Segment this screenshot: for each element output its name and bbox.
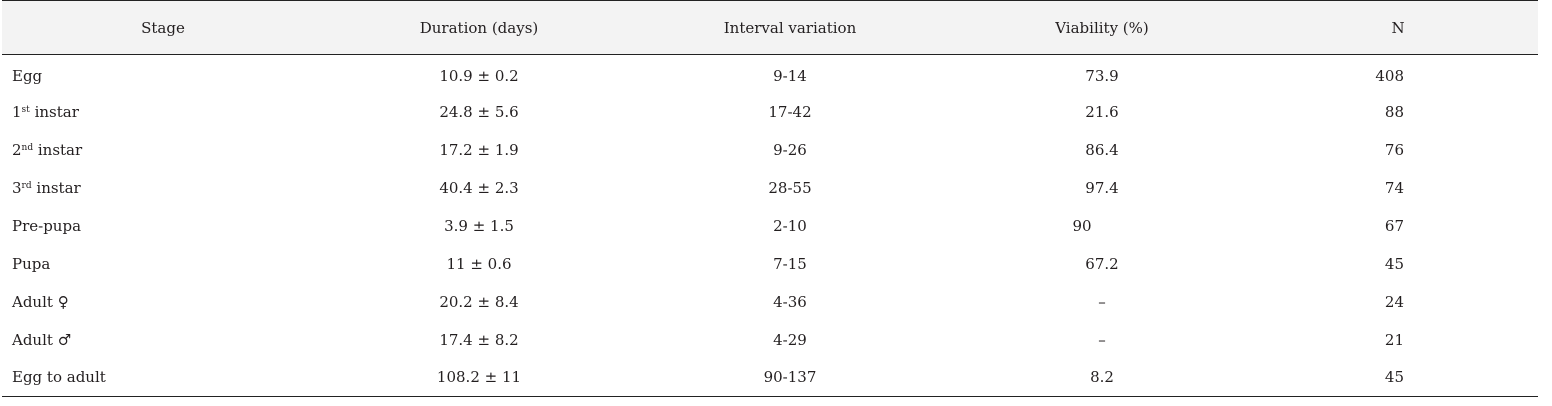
table-row [2, 93, 1538, 131]
stage-ordinal-suffix: st [21, 104, 30, 115]
header-duration: Duration (days) [324, 1, 634, 55]
cell-viability: 90 [1072, 216, 1092, 235]
cell-interval: 90-137 [634, 359, 946, 397]
cell-duration: 3.9 ± 1.5 [444, 216, 514, 235]
cell-interval: 9-26 [773, 140, 807, 159]
cell-duration: 108.2 ± 11 [324, 359, 634, 397]
cell-interval: 7-15 [773, 254, 807, 273]
table-row [2, 55, 1538, 93]
cell-stage [2, 321, 324, 359]
cell-stage [2, 55, 324, 93]
header-row [2, 1, 1538, 55]
cell-viability: 97.4 [1085, 178, 1119, 197]
cell-stage [2, 283, 324, 321]
cell-stage [2, 207, 324, 245]
cell-duration: 17.4 ± 8.2 [439, 330, 519, 349]
cell-interval: 17-42 [768, 102, 812, 121]
cell-stage [2, 169, 324, 207]
cell-duration: 10.9 ± 0.2 [439, 66, 519, 85]
cell-interval: 2-10 [773, 216, 807, 235]
cell-duration: 17.2 ± 1.9 [439, 140, 519, 159]
stage-ordinal-suffix: rd [21, 180, 32, 191]
cell-stage [2, 245, 324, 283]
cell-viability: 73.9 [1085, 66, 1119, 85]
stage-text: Pupa [12, 254, 51, 273]
stage-text: Adult ♂ [12, 330, 72, 349]
stage-suffix-text: instar [33, 140, 83, 159]
table-row [2, 283, 1538, 321]
cell-viability: 67.2 [1085, 254, 1119, 273]
cell-n: 408 [1375, 66, 1404, 85]
table-row [2, 321, 1538, 359]
cell-viability: – [1098, 330, 1106, 349]
stage-text: Pre-pupa [12, 216, 82, 235]
stage-text: Egg to adult [12, 368, 106, 387]
stage-text: Adult ♀ [12, 292, 69, 311]
stage-suffix-text: instar [31, 178, 81, 197]
cell-interval: 4-36 [773, 292, 807, 311]
table-row [2, 169, 1538, 207]
cell-n: 67 [1384, 216, 1404, 235]
header-stage: Stage [2, 1, 324, 55]
stage-suffix-text: instar [29, 102, 79, 121]
table-body [2, 55, 1538, 397]
table-row [2, 207, 1538, 245]
cell-n: 24 [1384, 292, 1404, 311]
cell-duration: 24.8 ± 5.6 [439, 102, 519, 121]
cell-n: 74 [1384, 178, 1404, 197]
cell-stage [2, 131, 324, 169]
stage-ordinal-suffix: nd [21, 142, 34, 153]
life-stage-table [2, 0, 1538, 397]
header-interval: Interval variation [634, 1, 946, 55]
stage-text: 2 [12, 140, 22, 159]
cell-viability: 86.4 [1085, 140, 1119, 159]
cell-n: 88 [1384, 102, 1404, 121]
cell-interval: 28-55 [768, 178, 812, 197]
cell-stage [2, 359, 324, 397]
table-header [2, 1, 1538, 55]
cell-viability: – [1098, 292, 1106, 311]
cell-duration: 40.4 ± 2.3 [439, 178, 519, 197]
table-row [2, 245, 1538, 283]
cell-viability: 8.2 [946, 359, 1258, 397]
cell-n: 45 [1384, 254, 1404, 273]
stage-text: Egg [12, 66, 43, 85]
table-row [2, 359, 1538, 397]
cell-n: 21 [1384, 330, 1404, 349]
cell-interval: 9-14 [773, 66, 807, 85]
stage-text: 3 [12, 178, 22, 197]
cell-n: 45 [1258, 359, 1538, 397]
cell-duration: 20.2 ± 8.4 [439, 292, 519, 311]
cell-n: 76 [1384, 140, 1404, 159]
header-viability: Viability (%) [946, 1, 1258, 55]
table-row [2, 131, 1538, 169]
cell-stage [2, 93, 324, 131]
stage-text: 1 [12, 102, 22, 121]
header-n: N [1258, 1, 1538, 55]
cell-interval: 4-29 [773, 330, 807, 349]
cell-duration: 11 ± 0.6 [446, 254, 512, 273]
cell-viability: 21.6 [1085, 102, 1119, 121]
